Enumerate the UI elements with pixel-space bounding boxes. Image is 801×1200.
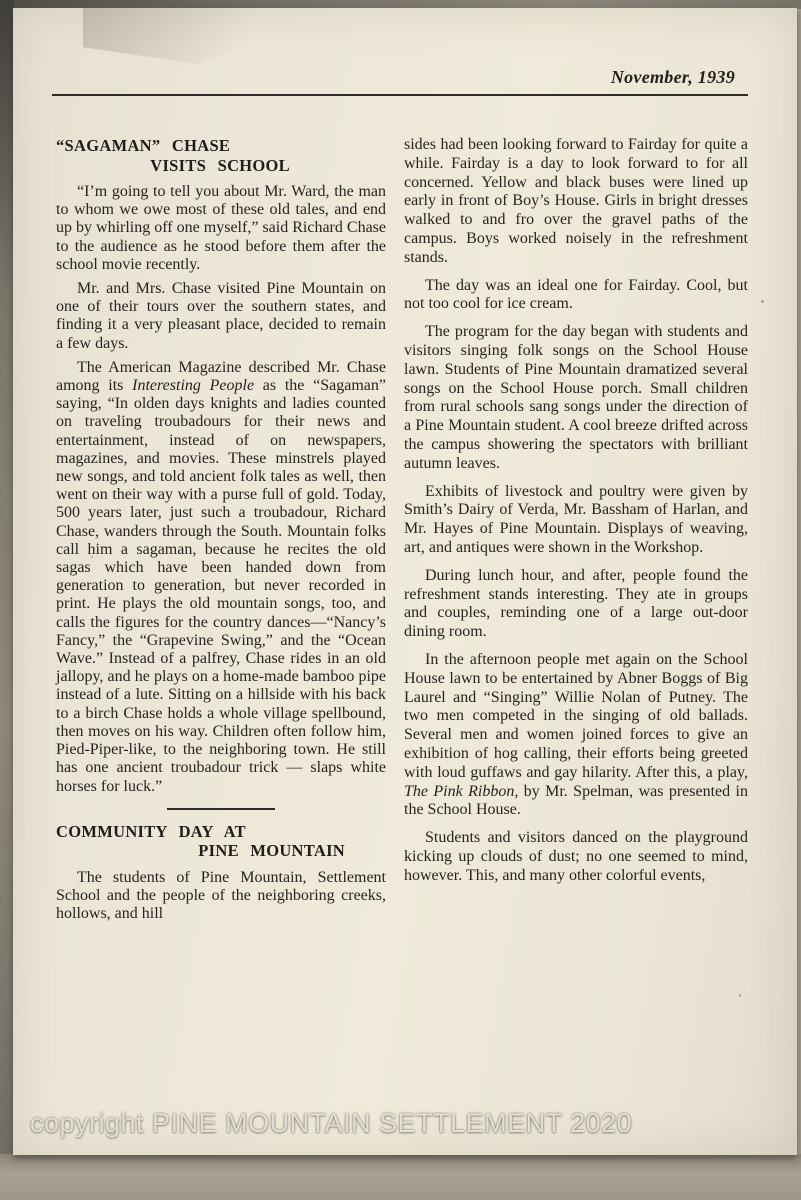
paragraph-text: In the afternoon people met again on the School House lawn to be entertained by Abner Boggs of Big Laurel and “Singing” Willie Nolan of Putney. The two men competed in the singing of old ballads. Several men and women joined forces to give an exhibition of hog calling, their efforts being greeted with loud guffaws and gay hilarity. After this, a play, [404,650,748,781]
paragraph: “I’m going to tell you about Mr. Ward, the man to whom we owe most of these old tales, and end up by whirling off one myself,” said Richard Chase to the audience as he stood before them after the school movie recently. [56,183,386,273]
right-column [404,136,748,894]
scan-speck [761,300,764,303]
headline-line-2: PINE MOUNTAIN [198,841,345,861]
paragraph [404,651,748,820]
paragraph: The day was an ideal one for Fairday. Cool, but not too cool for ice cream. [404,276,748,313]
magazine-column-title: Interesting People [132,377,255,395]
paragraph: The program for the day began with students and visitors singing folk songs on the School House lawn. Students of Pine Mountain dramatized several songs on the School House porch. Small children from rural schools sang songs under the direction of a Pine Mountain student. A cool breeze drifted across the campus showering the spectators with brilliant autumn leaves. [404,323,748,472]
paragraph: The students of Pine Mountain, Settlement School and the people of the neighboring creeks, hollows, and hill [56,868,386,923]
headline-line-1: COMMUNITY DAY AT [56,821,246,841]
paragraph: Exhibits of livestock and poultry were given by Smith’s Dairy of Verda, Mr. Bassham of Harlan, and Mr. Hayes of Pine Mountain. Displays of weaving, art, and antiques were shown in the Workshop. [404,482,748,556]
paragraph: During lunch hour, and after, people found the refreshment stands interesting. They ate in groups and couples, reminding one of a large out-door dining room. [404,566,748,641]
paragraph-text: by Mr. Spelman, was presented in the School House. [404,782,748,819]
paragraph: sides had been looking forward to Fairday for quite a while. Fairday is a day to look forward to for all concerned. Yellow and black buses were lined up early in front of Boy’s House. Girls in bright dresses walked to and fro over the gravel paths of the campus. Boys worked noisely in the refreshment stands. [404,136,748,266]
paragraph-text: The American Magazine described Mr. Chase among its [56,358,386,395]
paragraph: Students and visitors danced on the playground kicking up clouds of dust; no one seemed to mind, however. This, and many other colorful events, [404,829,748,884]
copyright-watermark: copyright PINE MOUNTAIN SETTLEMENT 2020 [30,1108,633,1138]
play-title: The Pink Ribbon, [404,782,519,800]
article-title-community [56,822,386,861]
left-column [56,136,386,929]
article-title-sagaman [56,136,386,175]
section-divider [167,808,275,810]
paragraph-text: as the “Sagaman” saying, “In olden days knights and ladies counted on traveling troubadours for their news and entertainment, instead of on newspapers, magazines, and movies. These minstrels played new songs, and told ancient folk tales as well, then went on their way with a purse full of gold. Today, 500 years later, just such a troubadour, Richard Chase, wanders through the South. Mountain folks call him a sagaman, because he recites the old sagas which have been handed down from generation to generation, but never recorded in print. He plays the old mountain songs, too, and calls the figures for the country dances—“Nancy’s Fancy,” the “Grapevine Swing,” and the “Ocean Wave.” Instead of a palfrey, Chase rides in an old jallopy, and he plays on a home-made bamboo pipe instead of a lute. Sitting on a hillside with his back to a birch Chase holds a whole village spellbound, then moves on his way. Children often follow him, Pied-Piper-like, to the neighboring town. He still has one ancient troubadour trick — slaps white horses for luck.” [56,377,386,795]
issue-date: November, 1939 [610,67,735,87]
scan-edge-left [0,0,14,1200]
headline-line-1: “SAGAMAN” CHASE [56,136,231,155]
headline-line-2: VISITS SCHOOL [150,155,290,175]
header-rule [52,94,748,96]
page-corner-shadow [83,8,353,64]
scan-speck [739,994,741,997]
paragraph [56,359,386,796]
scan-bottom-edge [0,1154,801,1200]
paragraph: Mr. and Mrs. Chase visited Pine Mountain on one of their tours over the southern states, and finding it a very pleasant place, decided to remain a few days. [56,280,386,352]
